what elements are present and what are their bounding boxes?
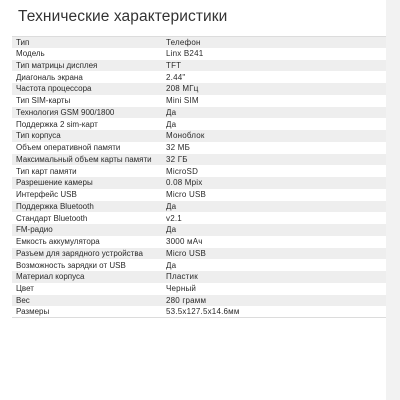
spec-row-usb	[12, 189, 386, 201]
spec-value: Да	[166, 225, 177, 235]
spec-value: 32 МБ	[166, 143, 191, 153]
spec-row-model	[12, 48, 386, 60]
spec-row-material	[12, 271, 386, 283]
spec-label: Цвет	[16, 284, 34, 294]
page-background-strip	[386, 0, 400, 400]
spec-label: Объем оперативной памяти	[16, 143, 121, 153]
spec-value: TFT	[166, 60, 182, 70]
spec-row-screen-diagonal	[12, 71, 386, 83]
spec-row-sim-type	[12, 95, 386, 107]
spec-row-ram	[12, 142, 386, 154]
spec-row-usb-charging	[12, 259, 386, 271]
spec-row-body-type	[12, 130, 386, 142]
spec-label: Тип	[16, 37, 30, 47]
spec-value: Mini SIM	[166, 96, 199, 106]
spec-label: Интерфейс USB	[16, 190, 77, 200]
spec-row-fm-radio	[12, 224, 386, 236]
spec-label: Тип корпуса	[16, 131, 61, 141]
spec-value: 3000 мАч	[166, 237, 203, 247]
spec-value: Micro USB	[166, 190, 207, 200]
spec-label: Размеры	[16, 307, 50, 317]
spec-value: 208 МГц	[166, 84, 199, 94]
spec-value: Черный	[166, 284, 197, 294]
spec-label: Тип карт памяти	[16, 166, 77, 176]
spec-row-weight	[12, 295, 386, 307]
spec-row-battery	[12, 236, 386, 248]
spec-value: v2.1	[166, 213, 182, 223]
spec-value: 53.5x127.5x14.6мм	[166, 307, 240, 317]
spec-row-max-card	[12, 154, 386, 166]
spec-label: Тип матрицы дисплея	[16, 60, 98, 70]
spec-label: Материал корпуса	[16, 272, 85, 282]
spec-row-bluetooth-standard	[12, 212, 386, 224]
spec-label: Максимальный объем карты памяти	[16, 154, 152, 164]
spec-row-dimensions	[12, 306, 386, 318]
spec-row-gsm	[12, 107, 386, 119]
spec-value: 32 ГБ	[166, 154, 188, 164]
spec-label: FM-радио	[16, 225, 53, 235]
spec-value: Linx B241	[166, 49, 204, 59]
spec-label: Разрешение камеры	[16, 178, 93, 188]
spec-label: Возможность зарядки от USB	[16, 260, 126, 270]
spec-label: Поддержка Bluetooth	[16, 201, 94, 211]
spec-label: Емкость аккумулятора	[16, 237, 100, 247]
spec-value: 2.44"	[166, 72, 186, 82]
spec-value: Моноблок	[166, 131, 205, 141]
spec-value: 280 грамм	[166, 295, 207, 305]
spec-label: Поддержка 2 sim-карт	[16, 119, 98, 129]
spec-label: Тип SIM-карты	[16, 96, 71, 106]
spec-row-camera	[12, 177, 386, 189]
page-title: Технические характеристики	[18, 8, 228, 25]
spec-label: Разъем для зарядного устройства	[16, 248, 143, 258]
spec-value: Micro USB	[166, 248, 207, 258]
spec-row-display-matrix	[12, 60, 386, 72]
spec-row-card-type	[12, 165, 386, 177]
spec-value: Да	[166, 107, 177, 117]
spec-value: Телефон	[166, 37, 201, 47]
spec-value: 0.08 Mpix	[166, 178, 203, 188]
spec-label: Технология GSM 900/1800	[16, 107, 115, 117]
spec-value: Да	[166, 260, 177, 270]
spec-label: Диагональ экрана	[16, 72, 83, 82]
specs-table	[12, 36, 386, 318]
spec-label: Вес	[16, 295, 30, 305]
spec-label: Модель	[16, 49, 45, 59]
spec-row-cpu-frequency	[12, 83, 386, 95]
spec-value: MicroSD	[166, 166, 199, 176]
spec-row-bluetooth	[12, 201, 386, 213]
spec-value: Да	[166, 201, 177, 211]
spec-label: Частота процессора	[16, 84, 92, 94]
spec-row-dual-sim	[12, 118, 386, 130]
spec-row-type	[12, 36, 386, 48]
spec-value: Пластик	[166, 272, 198, 282]
spec-value: Да	[166, 119, 177, 129]
spec-label: Стандарт Bluetooth	[16, 213, 88, 223]
spec-row-charger-port	[12, 248, 386, 260]
spec-row-color	[12, 283, 386, 295]
